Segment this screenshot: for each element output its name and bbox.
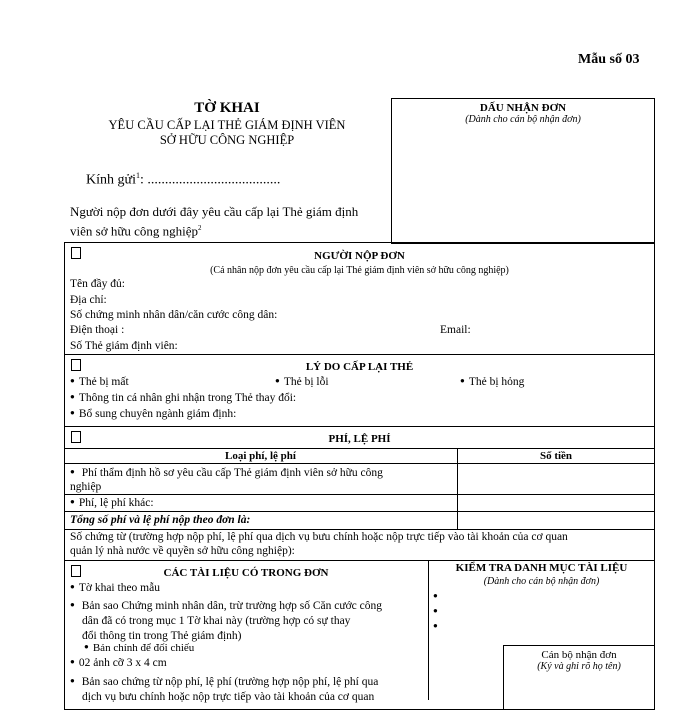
fees-title: PHÍ, LỆ PHÍ: [328, 433, 391, 445]
officer-box: [503, 645, 655, 710]
check-bullets: [433, 588, 438, 633]
check-note: (Dành cho cán bộ nhận đơn): [483, 576, 600, 587]
doc-item-id-copy-line3: đổi thông tin trong Thẻ giám định): [82, 630, 242, 642]
intro-line-2: viên sở hữu công nghiệp: [70, 223, 199, 239]
form-subtitle-2: SỞ HỮU CÔNG NGHIỆP: [159, 133, 295, 147]
officer-note: (Ký và ghi rõ họ tên): [537, 661, 621, 672]
id-number-field[interactable]: Số chứng minh nhân dân/căn cước công dân:: [70, 309, 278, 321]
intro-text: [70, 204, 358, 239]
reason-faulty[interactable]: ● Thẻ bị lỗi: [275, 376, 329, 388]
fees-col-type: Loại phí, lệ phí: [225, 450, 296, 462]
full-name-field[interactable]: Tên đầy đủ:: [70, 278, 125, 290]
email-field[interactable]: Email:: [440, 324, 471, 336]
title-block: [62, 100, 392, 148]
doc-item-form[interactable]: ● Tờ khai theo mẫu: [70, 582, 160, 594]
doc-item-id-copy-line1: Bản sao Chứng minh nhân dân, trừ trường hợp số Căn cước công: [81, 600, 383, 612]
doc-item-payment-copy[interactable]: [70, 673, 378, 705]
addressee-dots[interactable]: : ......................................: [139, 172, 281, 188]
fee-row-appraisal-line1: Phí thẩm định hồ sơ yêu cầu cấp Thẻ giám định viên sở hữu công: [81, 467, 383, 479]
applicant-note: (Cá nhân nộp đơn yêu cầu cấp lại Thẻ giám định viên sở hữu công nghiệp): [210, 265, 509, 276]
documents-title: CÁC TÀI LIỆU CÓ TRONG ĐƠN: [163, 567, 329, 579]
fee-row-other: ● Phí, lệ phí khác:: [70, 497, 154, 509]
footnote-1: 1: [135, 171, 140, 180]
doc-item-original[interactable]: ● Bản chính để đối chiếu: [84, 642, 194, 654]
doc-item-id-copy[interactable]: [70, 597, 382, 644]
reason-title: LÝ DO CẤP LẠI THẺ: [305, 361, 414, 373]
card-number-field[interactable]: Số Thẻ giám định viên:: [70, 340, 178, 352]
doc-item-photos[interactable]: ● 02 ảnh cỡ 3 x 4 cm: [70, 657, 167, 669]
reason-damaged[interactable]: ● Thẻ bị hỏng: [460, 376, 524, 388]
stamp-box: [391, 98, 655, 244]
address-field[interactable]: Địa chỉ:: [70, 294, 107, 306]
fee-row-appraisal-line2: nghiệp: [70, 481, 102, 493]
addressee-line: [86, 171, 280, 189]
fee-row-appraisal: [70, 465, 455, 494]
form-title: TỜ KHAI: [194, 100, 260, 116]
doc-item-payment-copy-line1: Bản sao chứng từ nộp phí, lệ phí (trường hợp nộp phí, lệ phí qua: [81, 676, 379, 688]
check-bullet-2[interactable]: ●: [433, 606, 438, 615]
stamp-title: DẤU NHẬN ĐƠN: [479, 102, 567, 114]
doc-item-payment-copy-line2: dịch vụ bưu chính hoặc nộp trực tiếp vào tài khoản của cơ quan: [82, 691, 375, 703]
doc-item-id-copy-line2: dân đã có trong mục 1 Tờ khai này (trường hợp có sự thay: [82, 615, 351, 627]
form-number: Mẫu số 03: [578, 52, 640, 67]
fee-total: Tổng số phí và lệ phí nộp theo đơn là:: [70, 514, 251, 526]
stamp-note: (Dành cho cán bộ nhận đơn): [465, 114, 581, 125]
phone-field[interactable]: Điện thoại :: [70, 324, 125, 336]
footnote-2: 2: [198, 224, 202, 232]
officer-label: Cán bộ nhận đơn: [541, 649, 617, 661]
reason-info-change[interactable]: ● Thông tin cá nhân ghi nhận trong Thẻ thay đổi:: [70, 392, 296, 404]
check-bullet-3[interactable]: ●: [433, 621, 438, 630]
check-bullet-1[interactable]: ●: [433, 591, 438, 600]
payment-proof-line2: quản lý nhà nước về quyền sở hữu công nghiệp):: [70, 545, 295, 557]
reason-add-field[interactable]: ● Bổ sung chuyên ngành giám định:: [70, 408, 236, 420]
payment-proof-line1[interactable]: Số chứng từ (trường hợp nộp phí, lệ phí qua dịch vụ bưu chính hoặc nộp trực tiếp vào tài khoản của cơ quan: [70, 531, 568, 543]
intro-line-1: Người nộp đơn dưới đây yêu cầu cấp lại Thẻ giám định: [70, 204, 359, 219]
check-title: KIỂM TRA DANH MỤC TÀI LIỆU: [455, 562, 628, 574]
addressee-label: Kính gửi: [86, 172, 136, 188]
fees-col-amount: Số tiền: [539, 450, 573, 462]
form-subtitle-1: YÊU CẦU CẤP LẠI THẺ GIÁM ĐỊNH VIÊN: [108, 118, 346, 132]
applicant-title: NGƯỜI NỘP ĐƠN: [314, 250, 405, 262]
reason-lost[interactable]: ● Thẻ bị mất: [70, 376, 129, 388]
